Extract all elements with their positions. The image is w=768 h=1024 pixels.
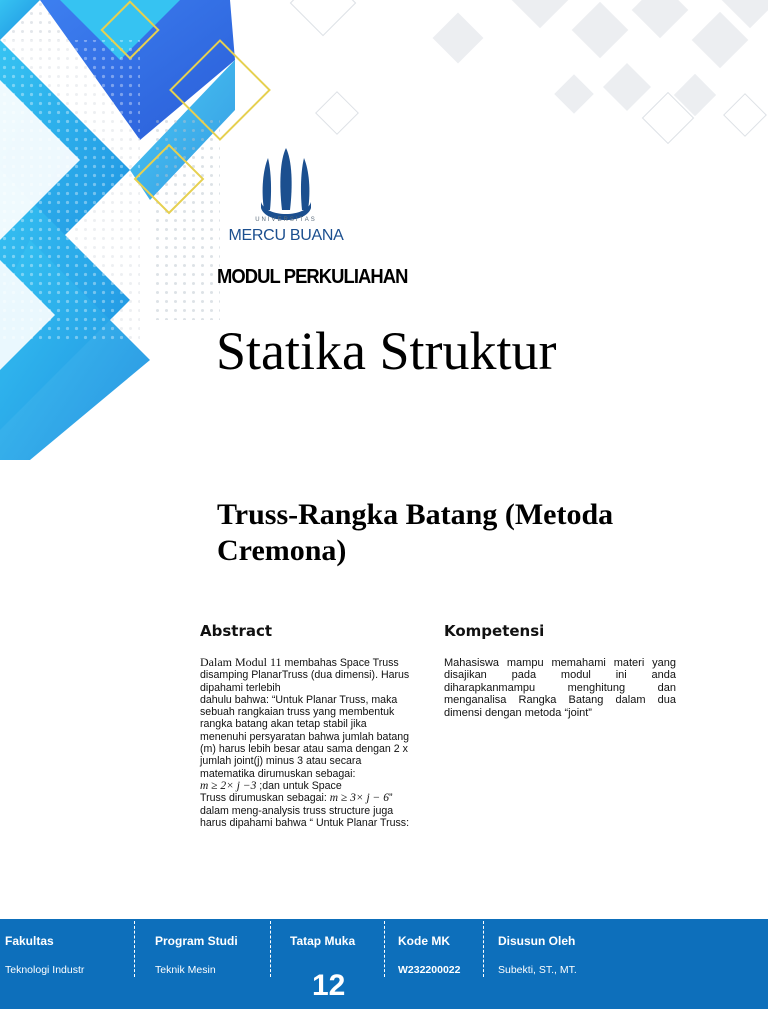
footer-divider (134, 921, 135, 977)
footer-divider (483, 921, 484, 977)
program-studi-value: Teknik Mesin (155, 964, 216, 976)
fakultas-label: Fakultas (5, 934, 54, 948)
abstract-line: menenuhi persyaratan bahwa jumlah batang (200, 730, 410, 743)
kompetensi-body: Mahasiswa mampu memahami materi yang disajikan pada modul ini anda diharapkanmampu menghitung dan menganalisa Rangka Batang dalam dua dimensi dengan metoda “joint” (444, 657, 676, 719)
decorative-header-graphic (0, 0, 768, 460)
formula-planar: m ≥ 2× j −3 (200, 779, 257, 792)
footer-divider (384, 921, 385, 977)
course-title: Statika Struktur (216, 321, 557, 381)
abstract-line: dipahami terlebih (200, 681, 281, 694)
logo-university-name: MERCU BUANA (228, 227, 344, 244)
abstract-line: ;dan untuk Space (256, 779, 342, 792)
abstract-line: sebuah rangkaian truss yang membentuk (200, 706, 395, 719)
abstract-heading: Abstract (200, 622, 273, 640)
abstract-line: ” (388, 792, 393, 805)
fakultas-value: Teknologi Industr (5, 964, 85, 976)
kompetensi-heading: Kompetensi (444, 622, 545, 640)
disusun-oleh-value: Subekti, ST., MT. (498, 964, 577, 976)
program-studi-label: Program Studi (155, 934, 238, 948)
abstract-line: matematika dirumuskan sebagai: (200, 767, 356, 780)
logo-university-label: UNIVERSITAS (255, 217, 317, 223)
tatap-muka-value: 12 (312, 969, 346, 1002)
abstract-line: dalam meng-analysis truss structure juga (200, 804, 394, 817)
disusun-oleh-label: Disusun Oleh (498, 934, 576, 948)
abstract-line: disamping PlanarTruss (dua dimensi). Harus (200, 669, 410, 682)
abstract-line: Truss dirumuskan sebagai: (200, 792, 330, 805)
topic-title: Truss-Rangka Batang (Metoda Cremona) (217, 498, 614, 567)
abstract-line: harus dipahami bahwa “ Untuk Planar Truss: (200, 816, 410, 829)
module-label: MODUL PERKULIAHAN (217, 266, 408, 288)
tatap-muka-label: Tatap Muka (290, 934, 356, 948)
abstract-lead: Dalam Modul 11 (200, 655, 282, 669)
formula-space: m ≥ 3× j − 6 (329, 792, 389, 805)
abstract-line: membahas Space Truss (281, 657, 399, 669)
footer-info-bar (0, 919, 768, 1009)
kode-mk-label: Kode MK (398, 934, 450, 948)
abstract-body (200, 656, 430, 829)
abstract-line: (m) harus lebih besar atau sama dengan 2 x (200, 743, 408, 756)
abstract-line: rangka batang akan tetap stabil jika (200, 718, 367, 731)
abstract-line: jumlah joint(j) minus 3 atau secara (200, 755, 362, 768)
abstract-line: dahulu bahwa: “Untuk Planar Truss, maka (200, 693, 398, 706)
footer-divider (270, 921, 271, 977)
kode-mk-value: W232200022 (398, 964, 461, 976)
